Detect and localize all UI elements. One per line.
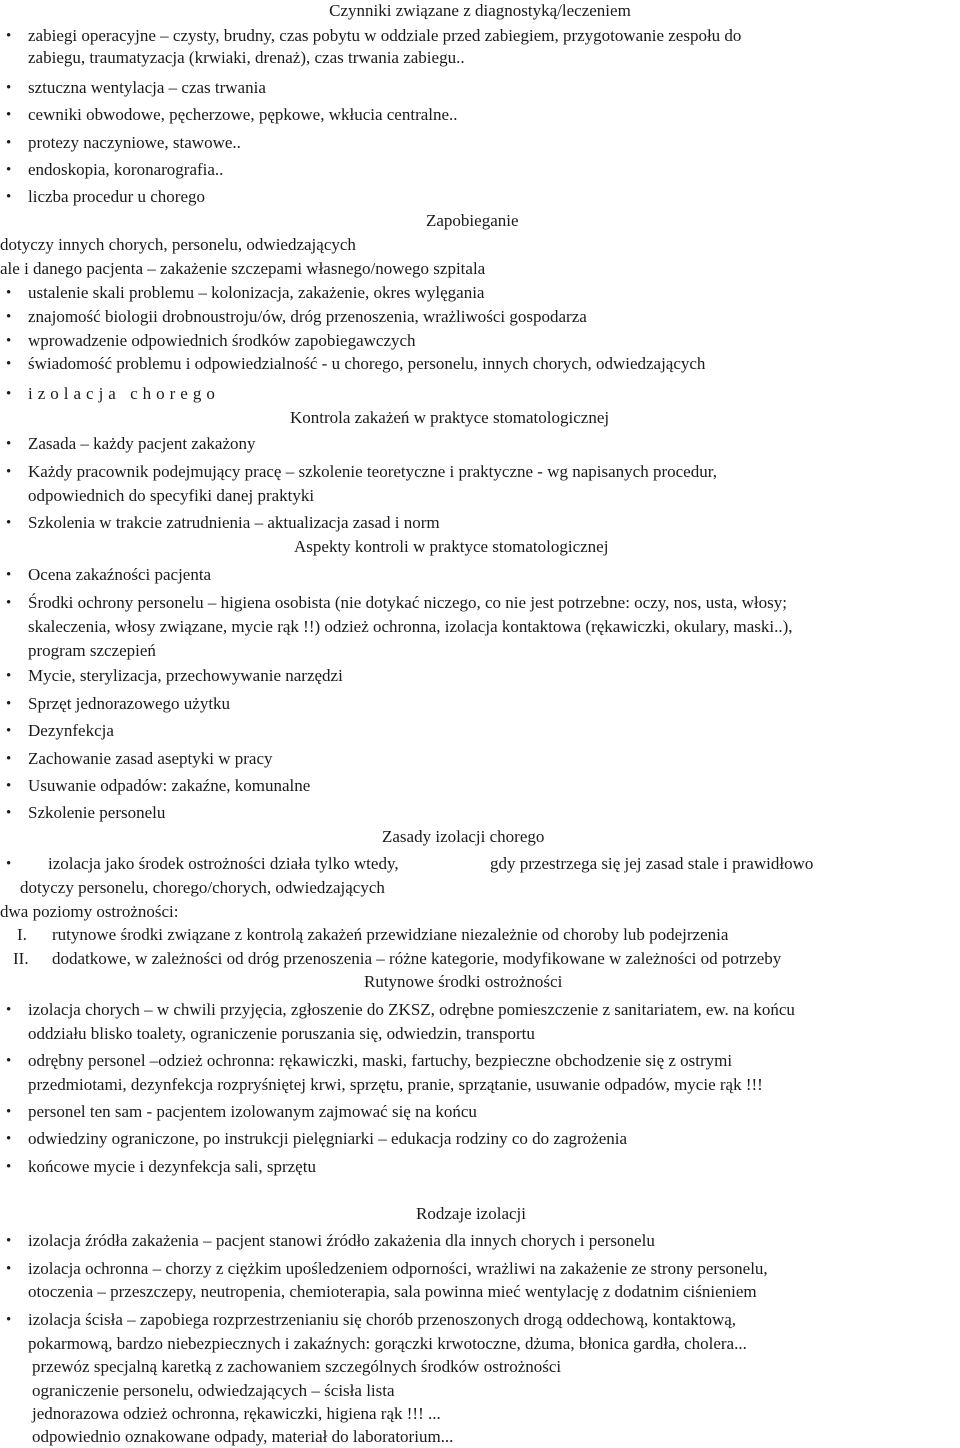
heading-aspects: Aspekty kontroli w praktyce stomatologicznej xyxy=(294,537,609,556)
list-item: izolacja chorych – w chwili przyjęcia, zgłoszenie do ZKSZ, odrębne pomieszczenie z sanitariatem, ew. na końcu xyxy=(28,1000,795,1019)
level-number: I. xyxy=(17,925,27,944)
bullet-icon: • xyxy=(6,723,12,739)
sub-line: przewóz specjalną karetką z zachowaniem szczególnych środków ostrożności xyxy=(32,1357,562,1376)
bullet-icon: • xyxy=(6,1159,12,1175)
bullet-icon: • xyxy=(6,1233,12,1249)
bullet-icon: • xyxy=(6,696,12,712)
list-item: sztuczna wentylacja – czas trwania xyxy=(28,78,266,97)
bullet-icon: • xyxy=(6,1104,12,1120)
list-item: protezy naczyniowe, stawowe.. xyxy=(28,133,241,152)
bullet-icon: • xyxy=(6,28,12,44)
list-item-tail: gdy przestrzega się jej zasad stale i prawidłowo xyxy=(490,854,814,873)
bullet-icon: • xyxy=(6,356,12,372)
list-item-continuation: oddziału blisko toalety, ograniczenie poruszania się, odwiedzin, transportu xyxy=(28,1024,535,1043)
list-item-continuation: przedmiotami, dezynfekcja rozpryśniętej krwi, sprzętu, pranie, sprzątanie, usuwanie odpadów, mycie rąk !!! xyxy=(28,1075,763,1094)
bullet-icon: • xyxy=(6,107,12,123)
heading-infection-control: Kontrola zakażeń w praktyce stomatologicznej xyxy=(290,408,610,427)
bullet-icon: • xyxy=(6,668,12,684)
bullet-icon: • xyxy=(6,515,12,531)
list-item: izolacja ścisła – zapobiega rozprzestrzenianiu się chorób przenoszonych drogą oddechową, kontaktową, xyxy=(28,1310,737,1329)
list-item: Dezynfekcja xyxy=(28,721,114,740)
list-item: personel ten sam - pacjentem izolowanym zajmować się na końcu xyxy=(28,1102,477,1121)
list-item: liczba procedur u chorego xyxy=(28,187,205,206)
list-item: izolacja ochronna – chorzy z ciężkim upośledzeniem odporności, wrażliwi na zakażenie ze strony personelu, xyxy=(28,1259,768,1278)
bullet-icon: • xyxy=(6,189,12,205)
list-item: Szkolenie personelu xyxy=(28,803,166,822)
list-item: Zasada – każdy pacjent zakażony xyxy=(28,434,256,453)
heading-isolation-types: Rodzaje izolacji xyxy=(416,1204,526,1223)
bullet-icon: • xyxy=(6,1053,12,1069)
heading-prevention: Zapobieganie xyxy=(426,211,519,230)
bullet-icon: • xyxy=(6,567,12,583)
list-item-continuation: skaleczenia, włosy związane, mycie rąk !!) odzież ochronna, izolacja kontaktowa (rękawiczki, okulary, maski..), xyxy=(28,617,793,636)
level-number: II. xyxy=(13,949,29,968)
heading-isolation-rules: Zasady izolacji chorego xyxy=(382,827,545,846)
bullet-icon: • xyxy=(6,80,12,96)
list-item: Sprzęt jednorazowego użytku xyxy=(28,694,231,713)
bullet-icon: • xyxy=(6,386,12,402)
bullet-icon: • xyxy=(6,333,12,349)
sub-line: jednorazowa odzież ochronna, rękawiczki, higiena rąk !!! ... xyxy=(32,1404,441,1423)
list-item: Środki ochrony personelu – higiena osobista (nie dotykać niczego, co nie jest potrzebne: oczy, nos, usta, włosy; xyxy=(28,593,787,612)
list-item: ustalenie skali problemu – kolonizacja, zakażenie, okres wylęgania xyxy=(28,283,485,302)
bullet-icon: • xyxy=(6,436,12,452)
list-item: Mycie, sterylizacja, przechowywanie narzędzi xyxy=(28,666,343,685)
list-item: endoskopia, koronarografia.. xyxy=(28,160,224,179)
bullet-icon: • xyxy=(6,1261,12,1277)
paragraph-line: dwa poziomy ostrożności: xyxy=(0,902,179,921)
heading-diagnostics: Czynniki związane z diagnostyką/leczeniem xyxy=(329,1,631,20)
list-item: odrębny personel –odzież ochronna: rękawiczki, maski, fartuchy, bezpieczne obchodzenie się z ostrymi xyxy=(28,1051,733,1070)
level-text: dodatkowe, w zależności od dróg przenoszenia – różne kategorie, modyfikowane w zależności od potrzeby xyxy=(52,949,782,968)
list-item: znajomość biologii drobnoustroju/ów, dróg przenoszenia, wrażliwości gospodarza xyxy=(28,307,587,326)
list-item: odwiedziny ograniczone, po instrukcji pielęgniarki – edukacja rodziny co do zagrożenia xyxy=(28,1129,628,1148)
list-item-continuation: pokarmową, bardzo niebezpiecznych i zakaźnych: gorączki krwotoczne, dżuma, błonica gardła, cholera... xyxy=(28,1334,747,1353)
bullet-icon: • xyxy=(6,162,12,178)
bullet-icon: • xyxy=(6,805,12,821)
bullet-icon: • xyxy=(6,1312,12,1328)
list-item: Usuwanie odpadów: zakaźne, komunalne xyxy=(28,776,311,795)
list-item-continuation: program szczepień xyxy=(28,641,156,660)
bullet-icon: • xyxy=(6,856,12,872)
bullet-icon: • xyxy=(6,135,12,151)
bullet-icon: • xyxy=(6,1002,12,1018)
sub-line: odpowiednio oznakowane odpady, materiał do laboratorium... xyxy=(32,1427,454,1446)
list-item-continuation: zabiegu, traumatyzacja (krwiaki, drenaż), czas trwania zabiegu.. xyxy=(28,48,465,67)
bullet-icon: • xyxy=(6,595,12,611)
bullet-icon: • xyxy=(6,751,12,767)
list-item: izolacja jako środek ostrożności działa tylko wtedy, xyxy=(48,854,399,873)
paragraph-line: dotyczy innych chorych, personelu, odwiedzających xyxy=(0,235,356,254)
list-item-continuation: otoczenia – przeszczepy, neutropenia, chemioterapia, sala powinna mieć wentylację z dodatnim ciśnieniem xyxy=(28,1282,757,1301)
list-item: końcowe mycie i dezynfekcja sali, sprzętu xyxy=(28,1157,316,1176)
paragraph-line: ale i danego pacjenta – zakażenie szczepami własnego/nowego szpitala xyxy=(0,259,486,278)
list-item: Zachowanie zasad aseptyki w pracy xyxy=(28,749,273,768)
list-item: Szkolenia w trakcie zatrudnienia – aktualizacja zasad i norm xyxy=(28,513,440,532)
bullet-icon: • xyxy=(6,464,12,480)
bullet-icon: • xyxy=(6,1131,12,1147)
bullet-icon: • xyxy=(6,285,12,301)
list-item: Ocena zakaźności pacjenta xyxy=(28,565,212,584)
bullet-icon: • xyxy=(6,309,12,325)
heading-routine-precautions: Rutynowe środki ostrożności xyxy=(364,972,563,991)
list-item: cewniki obwodowe, pęcherzowe, pępkowe, wkłucia centralne.. xyxy=(28,105,458,124)
paragraph-line: dotyczy personelu, chorego/chorych, odwiedzających xyxy=(20,878,385,897)
list-item: Każdy pracownik podejmujący pracę – szkolenie teoretyczne i praktyczne - wg napisanych procedur, xyxy=(28,462,717,481)
bullet-icon: • xyxy=(6,778,12,794)
list-item: zabiegi operacyjne – czysty, brudny, czas pobytu w oddziale przed zabiegiem, przygotowanie zespołu do xyxy=(28,26,742,45)
list-item-continuation: odpowiednich do specyfiki danej praktyki xyxy=(28,486,315,505)
list-item: świadomość problemu i odpowiedzialność - u chorego, personelu, innych chorych, odwiedzających xyxy=(28,354,706,373)
list-item: wprowadzenie odpowiednich środków zapobiegawczych xyxy=(28,331,416,350)
list-item: izolacja źródła zakażenia – pacjent stanowi źródło zakażenia dla innych chorych i personelu xyxy=(28,1231,655,1250)
level-text: rutynowe środki związane z kontrolą zakażeń przewidziane niezależnie od choroby lub podejrzenia xyxy=(52,925,729,944)
list-item: izolacja chorego xyxy=(28,384,220,403)
sub-line: ograniczenie personelu, odwiedzających – ścisła lista xyxy=(32,1381,395,1400)
